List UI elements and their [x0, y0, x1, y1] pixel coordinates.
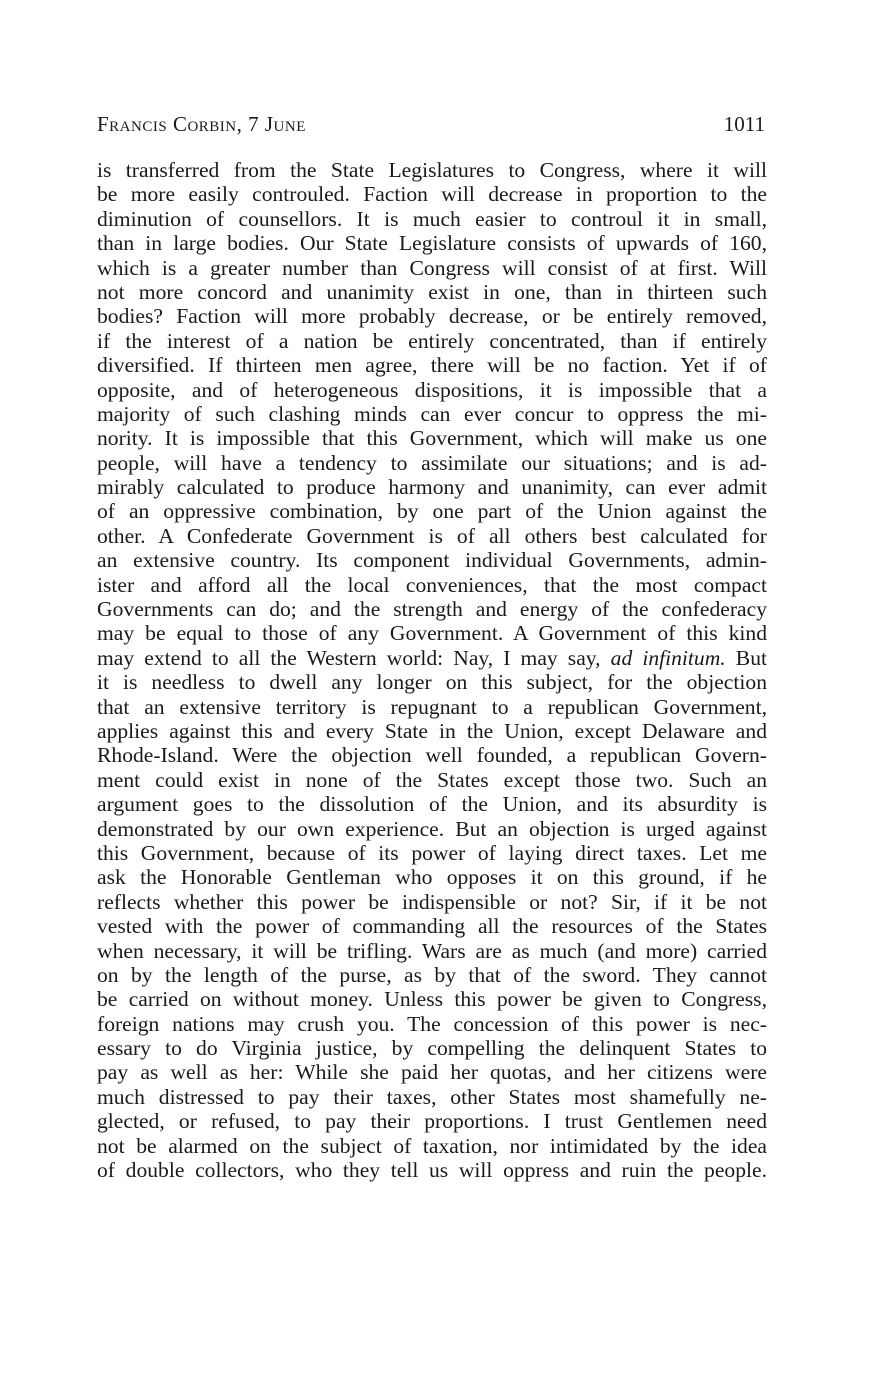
- text-line: of an oppressive combination, by one part of the Union against the: [97, 499, 767, 524]
- text-line: may be equal to those of any Government. A Government of this kind: [97, 621, 767, 646]
- text-line: ister and afford all the local conveniences, that the most compact: [97, 572, 767, 597]
- text-line: glected, or refused, to pay their proportions. I trust Gentlemen need: [97, 1109, 767, 1134]
- text-line: than in large bodies. Our State Legislature consists of upwards of 160,: [97, 231, 767, 256]
- text-segment: But: [725, 645, 767, 670]
- text-line: be carried on without money. Unless this power be given to Congress,: [97, 987, 767, 1012]
- body-text: [97, 158, 767, 1182]
- text-line: bodies? Faction will more probably decrease, or be entirely removed,: [97, 304, 767, 329]
- text-line: opposite, and of heterogeneous dispositions, it is impossible that a: [97, 377, 767, 402]
- text-line: is transferred from the State Legislatures to Congress, where it will: [97, 158, 767, 182]
- text-line: mirably calculated to produce harmony and unanimity, can ever admit: [97, 475, 767, 500]
- text-line: not be alarmed on the subject of taxation, nor intimidated by the idea: [97, 1133, 767, 1158]
- text-line: which is a greater number than Congress will consist of at first. Will: [97, 255, 767, 280]
- text-line: argument goes to the dissolution of the Union, and its absurdity is: [97, 792, 767, 817]
- text-line: when necessary, it will be trifling. Wars are as much (and more) carried: [97, 938, 767, 963]
- text-line: pay as well as her: While she paid her quotas, and her citizens were: [97, 1060, 767, 1085]
- text-line-last: of double collectors, who they tell us will oppress and ruin the people.: [97, 1158, 767, 1183]
- text-line: foreign nations may crush you. The concession of this power is nec-: [97, 1011, 767, 1036]
- text-line: applies against this and every State in the Union, except Delaware and: [97, 718, 767, 743]
- text-line: much distressed to pay their taxes, other States most shamefully ne-: [97, 1084, 767, 1109]
- text-line: essary to do Virginia justice, by compelling the delinquent States to: [97, 1036, 767, 1061]
- text-line: that an extensive territory is repugnant to a republican Government,: [97, 694, 767, 719]
- text-line: this Government, because of its power of laying direct taxes. Let me: [97, 840, 767, 865]
- italic-phrase: ad infinitum.: [610, 645, 726, 670]
- text-line: diversified. If thirteen men agree, there will be no faction. Yet if of: [97, 353, 767, 378]
- text-line-with-italic: [97, 646, 767, 670]
- running-head: [97, 112, 765, 142]
- text-line: nority. It is impossible that this Government, which will make us one: [97, 426, 767, 451]
- text-segment: may extend to all the Western world: Nay, I may say,: [97, 645, 611, 670]
- text-line: vested with the power of commanding all the resources of the States: [97, 914, 767, 939]
- text-line: Governments can do; and the strength and energy of the confederacy: [97, 597, 767, 622]
- page-number: 1011: [723, 112, 765, 136]
- running-title: Francis Corbin, 7 June: [97, 112, 306, 136]
- text-line: not more concord and unanimity exist in one, than in thirteen such: [97, 279, 767, 304]
- text-line: Rhode-Island. Were the objection well founded, a republican Govern-: [97, 743, 767, 768]
- text-line: an extensive country. Its component individual Governments, admin-: [97, 548, 767, 573]
- text-line: it is needless to dwell any longer on this subject, for the objection: [97, 670, 767, 695]
- text-line: diminution of counsellors. It is much easier to controul it in small,: [97, 206, 767, 231]
- text-line: majority of such clashing minds can ever concur to oppress the mi-: [97, 401, 767, 426]
- text-line: if the interest of a nation be entirely concentrated, than if entirely: [97, 328, 767, 353]
- text-line: on by the length of the purse, as by that of the sword. They cannot: [97, 962, 767, 987]
- text-line: demonstrated by our own experience. But an objection is urged against: [97, 816, 767, 841]
- text-line: other. A Confederate Government is of all others best calculated for: [97, 523, 767, 548]
- text-line: ask the Honorable Gentleman who opposes it on this ground, if he: [97, 865, 767, 890]
- text-line: people, will have a tendency to assimilate our situations; and is ad-: [97, 450, 767, 475]
- text-line: ment could exist in none of the States except those two. Such an: [97, 767, 767, 792]
- text-line: be more easily controuled. Faction will decrease in proportion to the: [97, 182, 767, 207]
- text-line: reflects whether this power be indispensible or not? Sir, if it be not: [97, 889, 767, 914]
